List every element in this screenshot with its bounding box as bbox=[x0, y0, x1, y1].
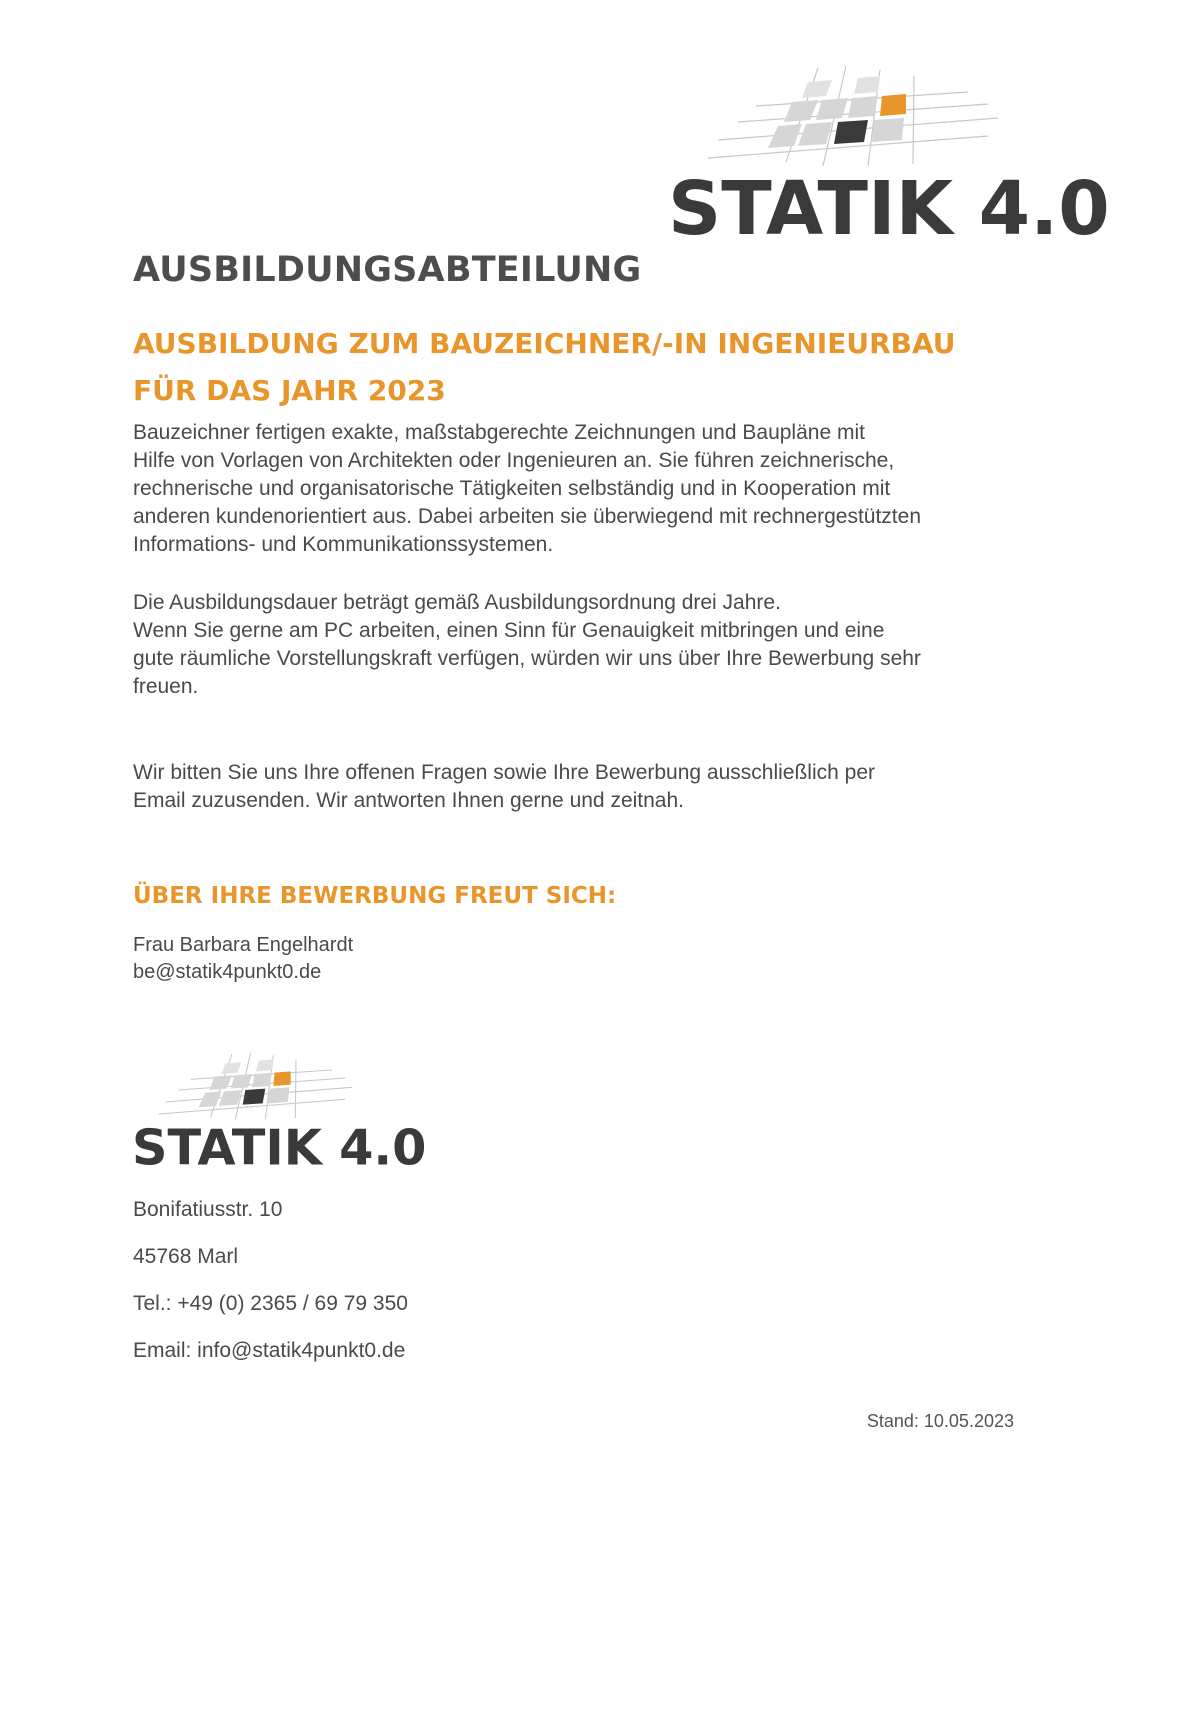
logo-brand-text: STATIK 4.0 bbox=[668, 166, 1110, 252]
company-logo-footer bbox=[132, 1050, 427, 1177]
text-line: Informations- und Kommunikationssystemen. bbox=[133, 533, 554, 556]
text-line: Die Ausbildungsdauer beträgt gemäß Ausbildungsordnung drei Jahre. bbox=[133, 591, 781, 614]
address-street: Bonifatiusstr. 10 bbox=[133, 1198, 283, 1221]
text-line: gute räumliche Vorstellungskraft verfügen, würden wir uns über Ihre Bewerbung sehr bbox=[133, 647, 921, 670]
application-paragraph bbox=[133, 759, 875, 815]
text-line: anderen kundenorientiert aus. Dabei arbeiten sie überwiegend mit rechnergestützten bbox=[133, 505, 921, 528]
job-title-line: FÜR DAS JAHR 2023 bbox=[133, 374, 446, 407]
statik-logo-icon bbox=[132, 1050, 427, 1177]
text-line: Bauzeichner fertigen exakte, maßstabgerechte Zeichnungen und Baupläne mit bbox=[133, 421, 865, 444]
contact-person bbox=[133, 932, 353, 986]
text-line: freuen. bbox=[133, 675, 199, 698]
address-email[interactable]: Email: info@statik4punkt0.de bbox=[133, 1339, 406, 1362]
contact-name: Frau Barbara Engelhardt bbox=[133, 934, 354, 956]
document-date: Stand: 10.05.2023 bbox=[866, 1411, 1014, 1431]
statik-logo-icon bbox=[668, 62, 1110, 252]
address-phone[interactable]: Tel.: +49 (0) 2365 / 69 79 350 bbox=[133, 1292, 408, 1315]
text-line: Hilfe von Vorlagen von Architekten oder Ingenieuren an. Sie führen zeichnerische, bbox=[133, 449, 895, 472]
job-title-line: AUSBILDUNG ZUM BAUZEICHNER/-IN INGENIEURBAU bbox=[133, 327, 956, 360]
text-line: Wir bitten Sie uns Ihre offenen Fragen sowie Ihre Bewerbung ausschließlich per bbox=[133, 761, 876, 784]
text-line: Email zuzusenden. Wir antworten Ihnen gerne und zeitnah. bbox=[133, 789, 684, 812]
address-city: 45768 Marl bbox=[133, 1245, 239, 1268]
contact-email-link[interactable]: be@statik4punkt0.de bbox=[133, 961, 322, 983]
description-paragraph bbox=[133, 419, 921, 559]
logo-brand-text: STATIK 4.0 bbox=[132, 1118, 427, 1177]
duration-paragraph bbox=[133, 589, 921, 701]
company-logo bbox=[668, 62, 1110, 252]
company-address bbox=[133, 1196, 408, 1384]
department-title: AUSBILDUNGSABTEILUNG bbox=[133, 250, 642, 290]
text-line: rechnerische und organisatorische Tätigkeiten selbständig und in Kooperation mit bbox=[133, 477, 891, 500]
contact-heading: ÜBER IHRE BEWERBUNG FREUT SICH: bbox=[133, 883, 617, 909]
text-line: Wenn Sie gerne am PC arbeiten, einen Sinn für Genauigkeit mitbringen und eine bbox=[133, 619, 885, 642]
job-title bbox=[133, 320, 956, 414]
